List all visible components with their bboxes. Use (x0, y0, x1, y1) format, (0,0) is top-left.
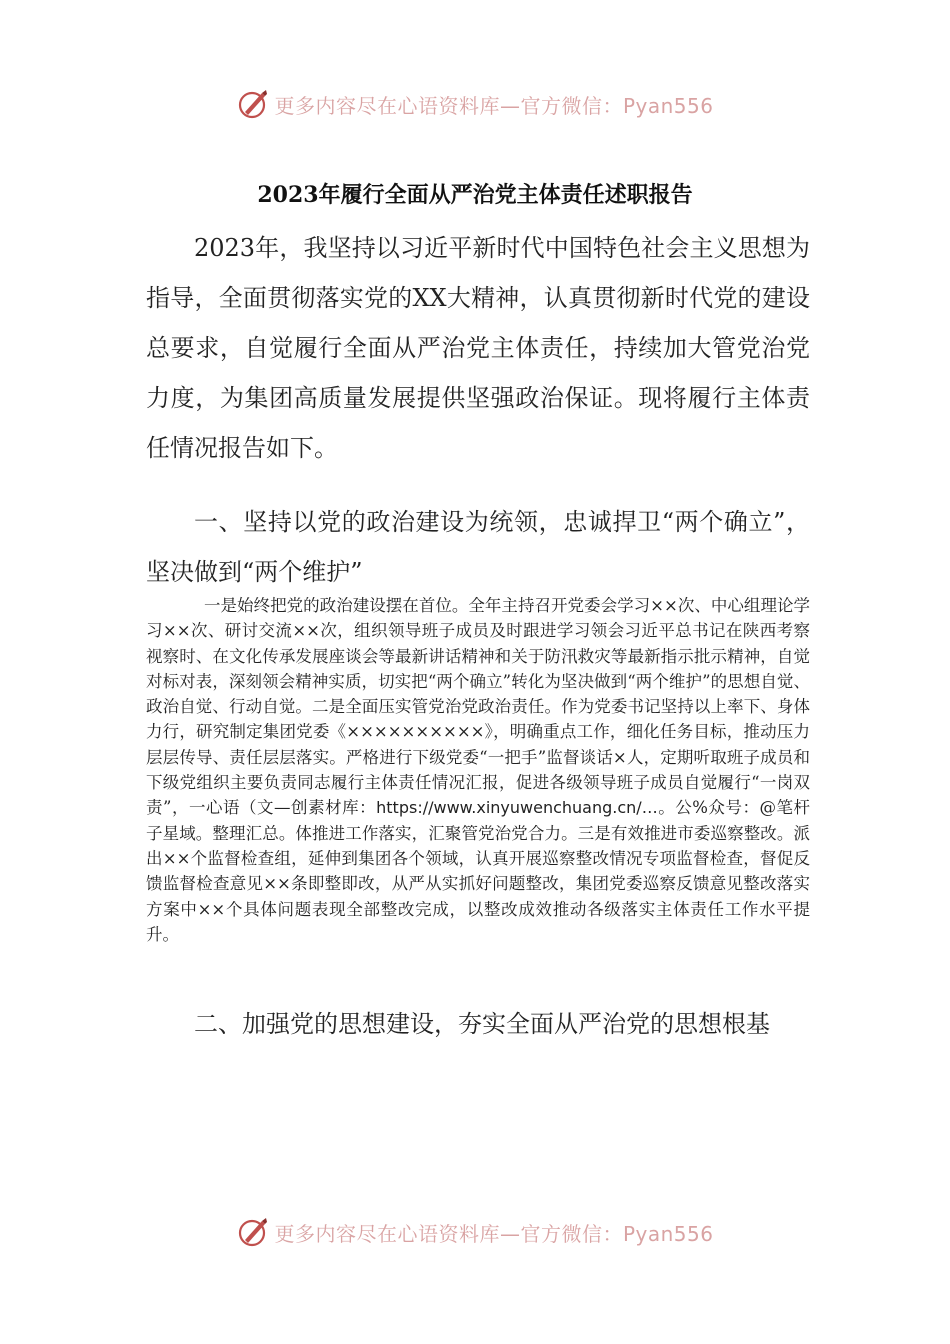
pen-circle-logo-icon (236, 87, 270, 121)
pen-circle-logo-icon (236, 1215, 270, 1249)
section-1-body (146, 593, 810, 947)
section-2-heading: 二、加强党的思想建设，夯实全面从严治党的思想根基 (194, 1010, 770, 1038)
watermark-header (0, 84, 950, 124)
watermark-text: 更多内容尽在心语资料库—官方微信：Pyan556 (274, 93, 714, 118)
watermark-text: 更多内容尽在心语资料库—官方微信：Pyan556 (274, 1221, 714, 1246)
section-1-body-part-a: 一是始终把党的政治建设摆在首位。全年主持召开党委会学习××次、中心组理论学习××次、研讨交流××次，组织领导班子成员及时跟进学习领会习近平总书记在陕西考察视察时、在文化传承发展座谈会等最新讲话精神和关于防汛救灾等最新指示批示精神，自觉对标对表，深刻领会精神实质，切实把“两个确立”转化为坚决做到“两个维护”的思想自觉、政治自觉、行动自觉。二是全面压实管党治党政治责任。作为党委书记坚持以上率下、身体力行，研究制定集团党委《××××××××××》，明确重点工作，细化任务目标，推动压力层层传导、责任层层落实。严格进行下级党委“一把手”监督谈话×人，定期听取班子成员和下级党组织主要负责同志履行主体责任情况汇报，促进各级领导班子成员自觉履行“一岗双责”，一心语（文—创素材库： (146, 596, 810, 818)
section-1-body-part-b: 。公%众号：@笔杆子星域。整理汇总。体推进工作落实，汇聚管党治党合力。三是有效推进市委巡察整改。派出××个监督检查组，延伸到集团各个领域，认真开展巡察整改情况专项监督检查，督促反馈监督检查意见××条即整即改，从严从实抓好问题整改，集团党委巡察反馈意见整改落实方案中××个具体问题表现全部整改完成，以整改成效推动各级落实主体责任工作水平提升。 (146, 798, 811, 944)
source-url-link[interactable]: https://www.xinyuwenchuang.cn/… (376, 798, 658, 818)
intro-paragraph: 2023年，我坚持以习近平新时代中国特色社会主义思想为指导，全面贯彻落实党的XX大精神，认真贯彻新时代党的建设总要求，自觉履行全面从严治党主体责任，持续加大管党治党力度，为集团高质量发展提供坚强政治保证。现将履行主体责任情况报告如下。 (146, 234, 810, 462)
document-title: 2023年履行全面从严治党主体责任述职报告 (257, 182, 693, 208)
watermark-footer (0, 1212, 950, 1252)
section-1-heading: 一、坚持以党的政治建设为统领，忠诚捍卫“两个确立”，坚决做到“两个维护” (146, 508, 810, 586)
